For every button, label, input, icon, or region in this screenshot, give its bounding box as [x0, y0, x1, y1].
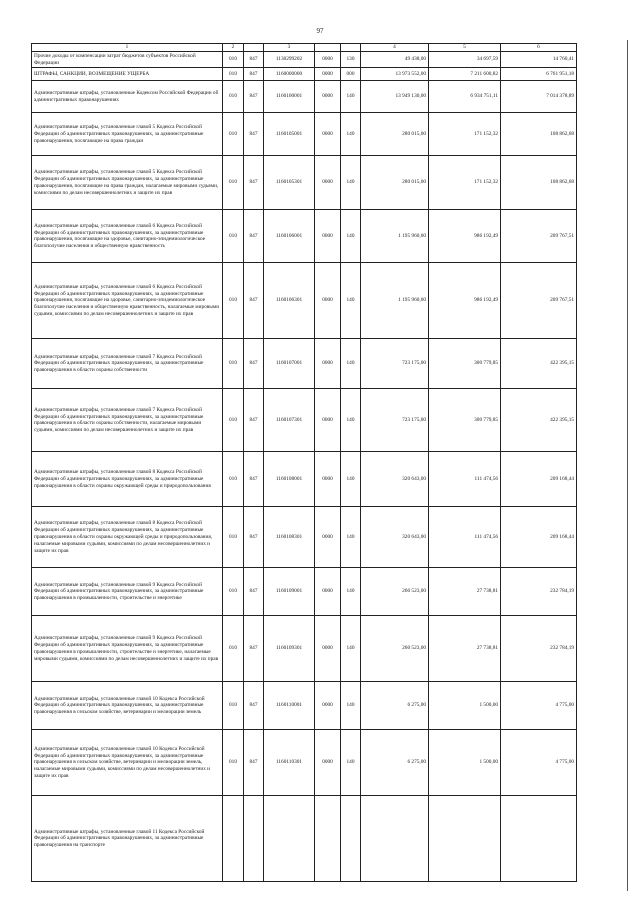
row-code-b: 847 [244, 730, 264, 796]
column-number: 5 [429, 44, 501, 52]
column-number: 1 [32, 44, 223, 52]
row-description: Административные штрафы, установленные главой 11 Кодекса Российской Федерации об административных правонарушениях, за административные правонарушения на транспорте [32, 796, 223, 882]
row-classification-code: 1160107001 [264, 339, 315, 389]
row-value-col4: 1 195 960,00 [361, 263, 429, 339]
row-value-col5: 986 192,49 [429, 210, 501, 263]
table-row [32, 263, 577, 339]
table-row [32, 81, 577, 113]
row-value-col4: 320 643,00 [361, 452, 429, 507]
row-value-col4: 49 438,00 [361, 51, 429, 68]
row-value-col6: 108 862,68 [501, 156, 577, 210]
row-value-col4: 280 015,00 [361, 156, 429, 210]
row-value-col6: 6 761 951,18 [501, 68, 577, 81]
column-number: 3 [264, 44, 315, 52]
row-code-c: 0000 [315, 210, 341, 263]
row-code-a: 010 [223, 263, 244, 339]
row-code-c: 0000 [315, 68, 341, 81]
row-code-b: 847 [244, 210, 264, 263]
row-code-b: 847 [244, 263, 264, 339]
row-value-col5: 986 192,49 [429, 263, 501, 339]
revenue-table [31, 43, 577, 882]
column-number: 6 [501, 44, 577, 52]
row-code-c: 0000 [315, 81, 341, 113]
row-code-c: 0000 [315, 339, 341, 389]
row-code-b [244, 796, 264, 882]
table-row [32, 339, 577, 389]
row-code-a: 010 [223, 568, 244, 616]
row-description: Административные штрафы, установленные главой 8 Кодекса Российской Федерации об административных правонарушениях, за административные правонарушения в области охраны окружающей среды и природопользования, налагаемые мировыми судьями, комиссиями по делам несовершеннолетних и защите их прав [32, 507, 223, 568]
row-value-col5: 27 738,81 [429, 568, 501, 616]
row-code-a: 010 [223, 210, 244, 263]
row-code-c [315, 796, 341, 882]
row-code-c: 0000 [315, 113, 341, 156]
row-code-c: 0000 [315, 568, 341, 616]
table-body [32, 44, 577, 882]
row-value-col5: 300 779,85 [429, 339, 501, 389]
row-code-b: 847 [244, 81, 264, 113]
row-classification-code: 1160105301 [264, 156, 315, 210]
row-classification-code [264, 796, 315, 882]
column-number-row [32, 44, 577, 52]
table-row [32, 507, 577, 568]
row-value-col4: 320 643,00 [361, 507, 429, 568]
row-code-a: 010 [223, 156, 244, 210]
row-code-c: 0000 [315, 263, 341, 339]
row-classification-code: 1160110001 [264, 682, 315, 730]
row-code-c: 0000 [315, 616, 341, 682]
row-value-col5: 6 934 751,11 [429, 81, 501, 113]
row-code-d: 140 [341, 507, 361, 568]
row-description: Административные штрафы, установленные главой 6 Кодекса Российской Федерации об административных правонарушениях, за административные правонарушения, посягающие на здоровье, санитарно-эпидемиологическое благополучие населения и общественную нравственность [32, 210, 223, 263]
table-row [32, 210, 577, 263]
column-number: 4 [361, 44, 429, 52]
row-code-b: 847 [244, 682, 264, 730]
row-classification-code: 1160108001 [264, 452, 315, 507]
row-code-a: 010 [223, 507, 244, 568]
table-row [32, 113, 577, 156]
row-code-b: 847 [244, 68, 264, 81]
row-code-d: 140 [341, 210, 361, 263]
table-row [32, 51, 577, 68]
row-code-d: 140 [341, 389, 361, 452]
table-row [32, 796, 577, 882]
row-classification-code: 1160109301 [264, 616, 315, 682]
row-code-a: 010 [223, 68, 244, 81]
row-value-col6: 4 775,00 [501, 682, 577, 730]
row-value-col4: 260 523,00 [361, 568, 429, 616]
row-value-col5: 171 152,32 [429, 113, 501, 156]
row-description: Административные штрафы, установленные главой 7 Кодекса Российской Федерации об административных правонарушениях, за административные правонарушения в области охраны собственности [32, 339, 223, 389]
row-code-a: 010 [223, 339, 244, 389]
row-value-col4: 13 949 130,00 [361, 81, 429, 113]
row-code-a: 010 [223, 616, 244, 682]
table-row [32, 568, 577, 616]
row-value-col6 [501, 796, 577, 882]
row-value-col4: 723 175,00 [361, 389, 429, 452]
row-value-col6: 108 862,68 [501, 113, 577, 156]
row-value-col4: 723 175,00 [361, 339, 429, 389]
column-number [244, 44, 264, 52]
row-value-col5: 171 152,32 [429, 156, 501, 210]
row-code-d: 140 [341, 81, 361, 113]
table-row [32, 68, 577, 81]
row-code-a: 010 [223, 389, 244, 452]
row-classification-code: 1160108301 [264, 507, 315, 568]
column-number: 2 [223, 44, 244, 52]
row-value-col6: 14 760,41 [501, 51, 577, 68]
row-code-b: 847 [244, 616, 264, 682]
row-description: Административные штрафы, установленные главой 9 Кодекса Российской Федерации об административных правонарушениях, за административные правонарушения в промышленности, строительстве и энергетике [32, 568, 223, 616]
table-row [32, 682, 577, 730]
table-row [32, 156, 577, 210]
row-value-col4: 260 523,00 [361, 616, 429, 682]
row-value-col5 [429, 796, 501, 882]
row-classification-code: 1160110301 [264, 730, 315, 796]
row-description: Прочие доходы от компенсации затрат бюджетов субъектов Российской Федерации [32, 51, 223, 68]
row-code-b: 847 [244, 339, 264, 389]
row-code-b: 847 [244, 452, 264, 507]
row-classification-code: 1130299202 [264, 51, 315, 68]
column-number [341, 44, 361, 52]
row-code-c: 0000 [315, 730, 341, 796]
row-code-c: 0000 [315, 51, 341, 68]
row-classification-code: 1160106301 [264, 263, 315, 339]
table-row [32, 730, 577, 796]
row-value-col6: 232 784,19 [501, 568, 577, 616]
row-code-c: 0000 [315, 507, 341, 568]
row-code-b: 847 [244, 389, 264, 452]
row-classification-code: 1160100001 [264, 81, 315, 113]
row-value-col6: 422 395,15 [501, 389, 577, 452]
table-row [32, 452, 577, 507]
row-classification-code: 1160106001 [264, 210, 315, 263]
row-description: Административные штрафы, установленные главой 7 Кодекса Российской Федерации об административных правонарушениях, за административные правонарушения в области охраны собственности, налагаемые мировыми судьями, комиссиями по делам несовершеннолетних и защите их прав [32, 389, 223, 452]
scan-edge-line [627, 40, 628, 891]
row-code-a: 010 [223, 51, 244, 68]
row-code-d: 140 [341, 452, 361, 507]
row-value-col5: 1 500,00 [429, 730, 501, 796]
row-code-a: 010 [223, 81, 244, 113]
row-value-col4: 13 973 552,00 [361, 68, 429, 81]
row-description: Административные штрафы, установленные главой 10 Кодекса Российской Федерации об административных правонарушениях, за административные правонарушения в сельском хозяйстве, ветеринарии и мелиорации земель [32, 682, 223, 730]
row-value-col5: 111 474,56 [429, 507, 501, 568]
row-value-col4: 6 275,00 [361, 730, 429, 796]
row-description: ШТРАФЫ, САНКЦИИ, ВОЗМЕЩЕНИЕ УЩЕРБА [32, 68, 223, 81]
row-value-col4: 280 015,00 [361, 113, 429, 156]
row-code-d: 130 [341, 51, 361, 68]
row-code-d: 140 [341, 156, 361, 210]
row-description: Административные штрафы, установленные главой 6 Кодекса Российской Федерации об административных правонарушениях, за административные правонарушения, посягающие на здоровье, санитарно-эпидемиологическое благополучие населения и общественную нравственность, налагаемые мировыми судьями, комиссиями по делам несовершеннолетних и защите их прав [32, 263, 223, 339]
table-row [32, 389, 577, 452]
table-row [32, 616, 577, 682]
row-value-col6: 209 168,44 [501, 452, 577, 507]
row-value-col5: 7 211 600,82 [429, 68, 501, 81]
row-value-col4: 6 275,00 [361, 682, 429, 730]
row-code-b: 847 [244, 51, 264, 68]
row-value-col5: 111 474,56 [429, 452, 501, 507]
row-code-a: 010 [223, 682, 244, 730]
row-code-c: 0000 [315, 156, 341, 210]
row-code-b: 847 [244, 568, 264, 616]
row-value-col6: 232 784,19 [501, 616, 577, 682]
row-value-col5: 1 500,00 [429, 682, 501, 730]
row-code-d: 140 [341, 730, 361, 796]
row-description: Административные штрафы, установленные главой 9 Кодекса Российской Федерации об административных правонарушениях, за административные правонарушения в промышленности, строительстве и энергетике, налагаемые мировыми судьями, комиссиями по делам несовершеннолетних и защите их прав [32, 616, 223, 682]
row-code-a: 010 [223, 730, 244, 796]
row-code-c: 0000 [315, 452, 341, 507]
row-description: Административные штрафы, установленные главой 5 Кодекса Российской Федерации об административных правонарушениях, за административные правонарушения, посягающие на права граждан, налагаемые мировыми судьями, комиссиями по делам несовершеннолетних и защите их прав [32, 156, 223, 210]
row-value-col6: 209 168,44 [501, 507, 577, 568]
row-description: Административные штрафы, установленные главой 5 Кодекса Российской Федерации об административных правонарушениях, за административные правонарушения, посягающие на права граждан [32, 113, 223, 156]
row-code-d: 140 [341, 616, 361, 682]
row-classification-code: 1160109001 [264, 568, 315, 616]
row-code-d: 140 [341, 113, 361, 156]
row-value-col4: 1 195 960,00 [361, 210, 429, 263]
row-code-d: 000 [341, 68, 361, 81]
row-code-b: 847 [244, 156, 264, 210]
row-code-a [223, 796, 244, 882]
row-code-a: 010 [223, 113, 244, 156]
row-description: Административные штрафы, установленные Кодексом Российской Федерации об административных правонарушениях [32, 81, 223, 113]
row-value-col6: 422 395,15 [501, 339, 577, 389]
row-code-d: 140 [341, 339, 361, 389]
row-value-col5: 300 779,85 [429, 389, 501, 452]
row-code-d: 140 [341, 263, 361, 339]
row-value-col5: 27 738,81 [429, 616, 501, 682]
row-value-col6: 209 767,51 [501, 210, 577, 263]
row-code-b: 847 [244, 113, 264, 156]
row-code-d: 140 [341, 682, 361, 730]
row-code-d: 140 [341, 568, 361, 616]
row-classification-code: 1160105001 [264, 113, 315, 156]
row-value-col4 [361, 796, 429, 882]
row-value-col6: 4 775,00 [501, 730, 577, 796]
row-code-c: 0000 [315, 682, 341, 730]
column-number [315, 44, 341, 52]
row-code-c: 0000 [315, 389, 341, 452]
row-value-col6: 209 767,51 [501, 263, 577, 339]
row-code-d [341, 796, 361, 882]
page-number: 97 [316, 27, 324, 35]
row-description: Административные штрафы, установленные главой 8 Кодекса Российской Федерации об административных правонарушениях, за административные правонарушения в области охраны окружающей среды и природопользования [32, 452, 223, 507]
row-description: Административные штрафы, установленные главой 10 Кодекса Российской Федерации об административных правонарушениях, за административные правонарушения в сельском хозяйстве, ветеринарии и мелиорации земель, налагаемые мировыми судьями, комиссиями по делам несовершеннолетних и защите их прав [32, 730, 223, 796]
row-code-a: 010 [223, 452, 244, 507]
row-code-b: 847 [244, 507, 264, 568]
row-value-col6: 7 014 378,89 [501, 81, 577, 113]
row-value-col5: 34 697,59 [429, 51, 501, 68]
row-classification-code: 1160107301 [264, 389, 315, 452]
row-classification-code: 1160000000 [264, 68, 315, 81]
